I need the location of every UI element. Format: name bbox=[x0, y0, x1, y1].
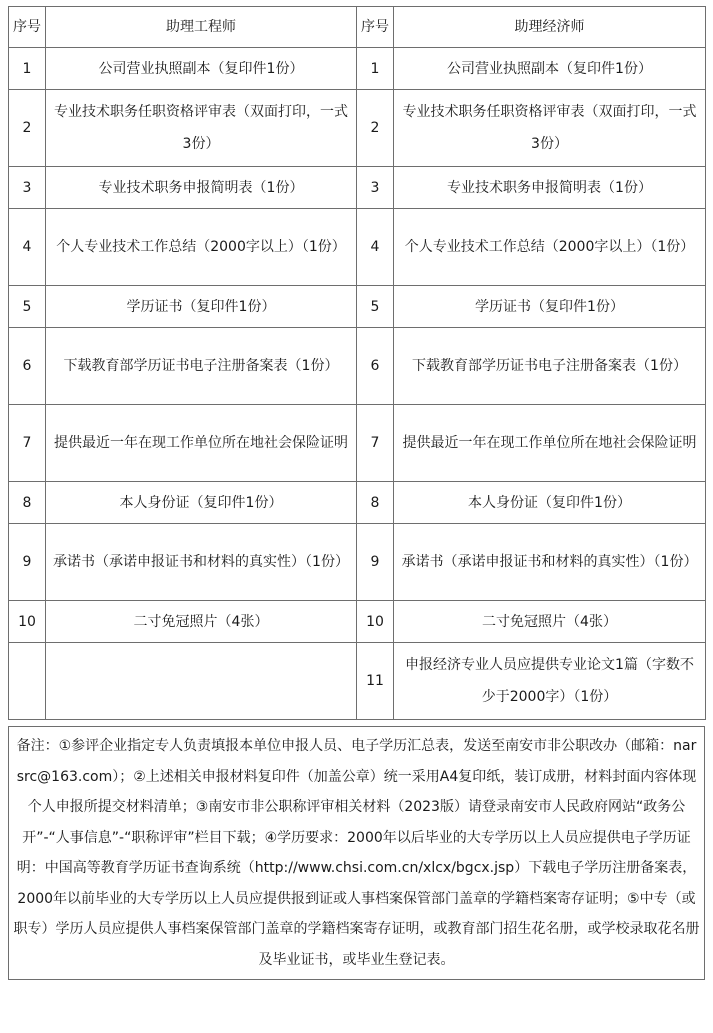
table-row bbox=[9, 328, 706, 405]
row-seq-right: 2 bbox=[357, 90, 394, 167]
row-seq-left bbox=[9, 643, 46, 720]
notes-wrap bbox=[8, 726, 705, 980]
row-economist-item: 个人专业技术工作总结（2000字以上）（1份） bbox=[394, 209, 706, 286]
requirements-table-wrap bbox=[8, 6, 705, 720]
row-engineer-item: 专业技术职务任职资格评审表（双面打印，一式3份） bbox=[46, 90, 357, 167]
row-seq-left: 9 bbox=[9, 524, 46, 601]
table-row bbox=[9, 482, 706, 524]
row-seq-left: 4 bbox=[9, 209, 46, 286]
row-seq-right: 7 bbox=[357, 405, 394, 482]
row-seq-left: 6 bbox=[9, 328, 46, 405]
row-seq-right: 10 bbox=[357, 601, 394, 643]
header-engineer: 助理工程师 bbox=[46, 7, 357, 48]
row-economist-item: 提供最近一年在现工作单位所在地社会保险证明 bbox=[394, 405, 706, 482]
row-economist-item: 专业技术职务申报简明表（1份） bbox=[394, 167, 706, 209]
row-economist-item: 申报经济专业人员应提供专业论文1篇（字数不少于2000字）（1份） bbox=[394, 643, 706, 720]
requirements-table bbox=[8, 6, 706, 720]
row-economist-item: 二寸免冠照片（4张） bbox=[394, 601, 706, 643]
row-seq-right: 9 bbox=[357, 524, 394, 601]
header-seq-right: 序号 bbox=[357, 7, 394, 48]
header-seq-left: 序号 bbox=[9, 7, 46, 48]
row-engineer-item: 专业技术职务申报简明表（1份） bbox=[46, 167, 357, 209]
row-economist-item: 学历证书（复印件1份） bbox=[394, 286, 706, 328]
row-engineer-item: 学历证书（复印件1份） bbox=[46, 286, 357, 328]
row-economist-item: 公司营业执照副本（复印件1份） bbox=[394, 48, 706, 90]
row-seq-right: 8 bbox=[357, 482, 394, 524]
row-engineer-item: 本人身份证（复印件1份） bbox=[46, 482, 357, 524]
row-engineer-item: 公司营业执照副本（复印件1份） bbox=[46, 48, 357, 90]
row-seq-right: 1 bbox=[357, 48, 394, 90]
table-row bbox=[9, 643, 706, 720]
table-row bbox=[9, 405, 706, 482]
row-engineer-item: 提供最近一年在现工作单位所在地社会保险证明 bbox=[46, 405, 357, 482]
table-row bbox=[9, 524, 706, 601]
row-seq-left: 1 bbox=[9, 48, 46, 90]
table-row bbox=[9, 48, 706, 90]
row-economist-item: 下载教育部学历证书电子注册备案表（1份） bbox=[394, 328, 706, 405]
row-seq-right: 4 bbox=[357, 209, 394, 286]
row-engineer-item bbox=[46, 643, 357, 720]
row-seq-left: 2 bbox=[9, 90, 46, 167]
row-seq-left: 7 bbox=[9, 405, 46, 482]
row-seq-right: 5 bbox=[357, 286, 394, 328]
header-row bbox=[9, 7, 706, 48]
header-economist: 助理经济师 bbox=[394, 7, 706, 48]
requirements-table-body bbox=[9, 7, 706, 720]
notes-text: 备注：①参评企业指定专人负责填报本单位申报人员、电子学历汇总表，发送至南安市非公职改办（邮箱：narsrc@163.com）；②上述相关申报材料复印件（加盖公章）统一采用A4复印纸，装订成册，材料封面内容体现个人申报所提交材料清单；③南安市非公职称评审相关材料（2023版）请登录南安市人民政府网站“政务公开”-“人事信息”-“职称评审”栏目下载；④学历要求：2000年以后毕业的大专学历以上人员应提供电子学历证明：中国高等教育学历证书查询系统（http://www.chsi.com.cn/xlcx/bgcx.jsp）下载电子学历注册备案表，2000年以前毕业的大专学历以上人员应提供报到证或人事档案保管部门盖章的学籍档案寄存证明；⑤中专（或职专）学历人员应提供人事档案保管部门盖章的学籍档案寄存证明，或教育部门招生花名册，或学校录取花名册及毕业证书，或毕业生登记表。 bbox=[9, 727, 705, 980]
row-seq-left: 10 bbox=[9, 601, 46, 643]
row-engineer-item: 承诺书（承诺申报证书和材料的真实性）（1份） bbox=[46, 524, 357, 601]
row-engineer-item: 个人专业技术工作总结（2000字以上）（1份） bbox=[46, 209, 357, 286]
row-seq-right: 11 bbox=[357, 643, 394, 720]
row-engineer-item: 二寸免冠照片（4张） bbox=[46, 601, 357, 643]
row-seq-right: 3 bbox=[357, 167, 394, 209]
row-seq-right: 6 bbox=[357, 328, 394, 405]
table-row bbox=[9, 601, 706, 643]
row-economist-item: 本人身份证（复印件1份） bbox=[394, 482, 706, 524]
table-row bbox=[9, 286, 706, 328]
table-row bbox=[9, 209, 706, 286]
row-seq-left: 5 bbox=[9, 286, 46, 328]
row-seq-left: 8 bbox=[9, 482, 46, 524]
row-economist-item: 专业技术职务任职资格评审表（双面打印，一式3份） bbox=[394, 90, 706, 167]
table-row bbox=[9, 167, 706, 209]
notes-table bbox=[8, 726, 705, 980]
table-row bbox=[9, 90, 706, 167]
row-engineer-item: 下载教育部学历证书电子注册备案表（1份） bbox=[46, 328, 357, 405]
row-economist-item: 承诺书（承诺申报证书和材料的真实性）（1份） bbox=[394, 524, 706, 601]
row-seq-left: 3 bbox=[9, 167, 46, 209]
